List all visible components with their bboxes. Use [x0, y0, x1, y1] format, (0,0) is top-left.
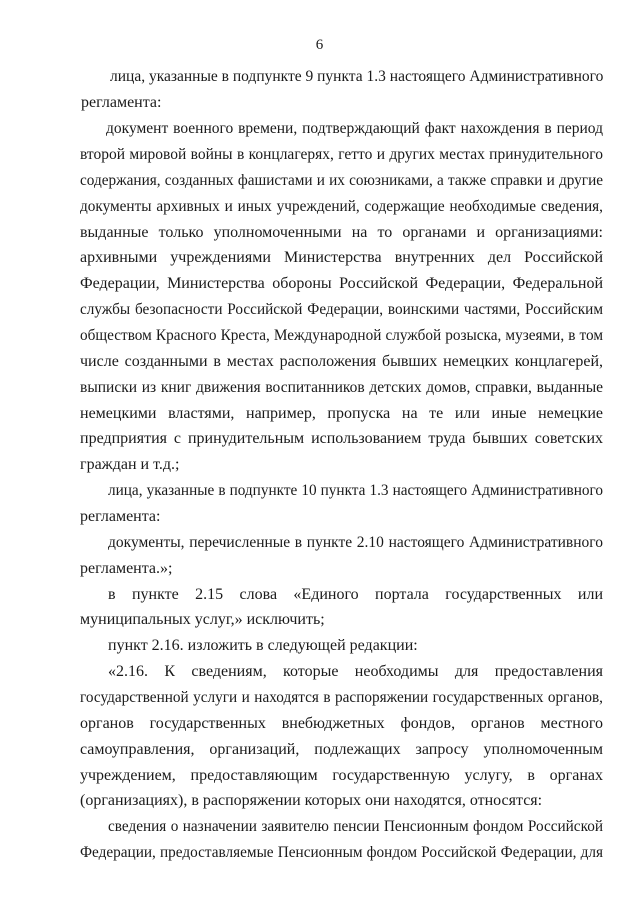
text-line: службы безопасности Российской Федерации, воинскими частями, Российским [80, 301, 603, 318]
text-line: документ военного времени, подтверждающий факт нахождения в период [106, 120, 603, 137]
text-line: Федерации, Министерства обороны Российской Федерации, Федеральной [80, 275, 603, 292]
text-line: регламента: [80, 508, 161, 525]
text-line: «2.16. К сведениям, которые необходимы для предоставления [108, 663, 603, 680]
text-line: документы, перечисленные в пункте 2.10 настоящего Административного [108, 534, 603, 551]
text-line: числе созданными в местах расположения бывших немецких концлагерей, [80, 353, 603, 370]
text-line: второй мировой войны в концлагерях, гетто и других местах принудительного [80, 146, 603, 163]
text-line: в пункте 2.15 слова «Единого портала государственных или [108, 586, 603, 603]
page-number: 6 [315, 37, 324, 53]
text-line: пункт 2.16. изложить в следующей редакции: [108, 637, 418, 654]
text-line: лица, указанные в подпункте 10 пункта 1.3 настоящего Административного [108, 482, 603, 499]
text-line: (организациях), в распоряжении которых они находятся, относятся: [80, 792, 543, 809]
text-line: регламента: [81, 94, 162, 111]
text-line: лица, указанные в подпункте 9 пункта 1.3 настоящего Административного [110, 68, 604, 85]
text-line: выписки из книг движения воспитанников детских домов, справки, выданные [80, 379, 603, 396]
text-line: сведения о назначении заявителю пенсии Пенсионным фондом Российской [108, 818, 603, 835]
text-line: граждан и т.д.; [80, 456, 180, 473]
text-line: выданные только уполномоченными на то органами и организациями: [80, 224, 603, 241]
text-line: документы архивных и иных учреждений, содержащие необходимые сведения, [80, 198, 603, 215]
text-line: немецкими властями, например, пропуска на те или иные немецкие [80, 405, 603, 422]
text-line: регламента.»; [80, 560, 173, 577]
text-line: архивными учреждениями Министерства внутренних дел Российской [80, 249, 603, 266]
text-line: учреждением, предоставляющим государственную услугу, в органах [80, 767, 603, 784]
text-line: содержания, созданных фашистами и их союзниками, а также справки и другие [80, 172, 603, 189]
text-line: государственной услуги и находятся в распоряжении государственных органов, [80, 689, 603, 706]
text-line: Федерации, предоставляемые Пенсионным фондом Российской Федерации, для [80, 844, 603, 861]
text-line: самоуправления, организаций, подлежащих запросу уполномоченным [80, 741, 603, 758]
text-line: органов государственных внебюджетных фондов, органов местного [80, 715, 603, 732]
text-line: обществом Красного Креста, Международной службой розыска, музеями, в том [80, 327, 603, 344]
text-line: предприятия с принудительным использованием труда бывших советских [80, 430, 603, 447]
text-line: муниципальных услуг,» исключить; [80, 611, 325, 628]
